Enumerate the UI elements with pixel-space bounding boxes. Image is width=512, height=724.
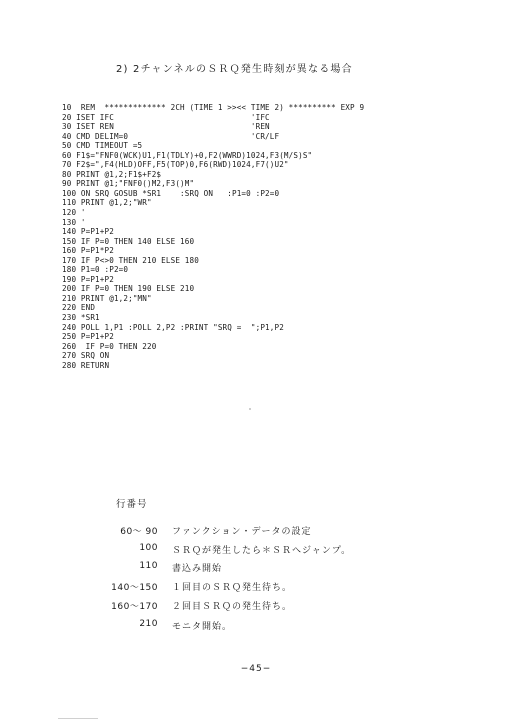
note-description: 書込み開始 bbox=[172, 564, 223, 574]
code-line: 10 REM ************* 2CH (TIME 1 >><< TIME 2) ********** EXP 9 bbox=[62, 103, 365, 112]
note-description: １回目のＳＲＱ発生待ち。 bbox=[172, 583, 293, 593]
code-line: 280 RETURN bbox=[62, 360, 110, 370]
code-line: 150 IF P=0 THEN 140 ELSE 160 bbox=[62, 236, 195, 246]
note-description: ２回目ＳＲＱの発生待ち。 bbox=[172, 602, 293, 612]
basic-program-listing bbox=[62, 103, 482, 370]
note-row bbox=[0, 619, 512, 635]
scan-edge-mark bbox=[58, 718, 98, 719]
note-description: モニタ開始。 bbox=[172, 622, 233, 632]
note-line-number: 160～170 bbox=[111, 602, 158, 612]
code-line: 260 IF P=0 THEN 220 bbox=[62, 341, 157, 351]
note-row bbox=[0, 524, 512, 540]
note-row bbox=[0, 561, 512, 577]
note-line-number: 60～ 90 bbox=[120, 527, 158, 537]
code-line: 160 P=P1*P2 bbox=[62, 246, 114, 256]
code-line: 270 SRQ ON bbox=[62, 351, 110, 361]
code-line: 30 ISET REN 'REN bbox=[62, 122, 270, 132]
code-line: 70 F2$=",F4(HLD)OFF,F5(TOP)0,F6(RWD)1024,F7()U2" bbox=[62, 160, 289, 170]
code-line: 50 CMD TIMEOUT =5 bbox=[62, 141, 143, 151]
code-line: 170 IF P<>0 THEN 210 ELSE 180 bbox=[62, 255, 199, 265]
code-line: 80 PRINT @1,2;F1$+F2$ bbox=[62, 169, 162, 179]
code-line: 110 PRINT @1,2;"WR" bbox=[62, 198, 152, 208]
code-line: 140 P=P1+P2 bbox=[62, 227, 114, 237]
code-line: 60 F1$="FNF0(WCK)U1,F1(TDLY)+0,F2(WWRD)1024,F3(M/S)S" bbox=[62, 150, 313, 160]
code-line: 40 CMD DELIM=0 'CR/LF bbox=[62, 131, 280, 141]
code-line: 180 P1=0 :P2=0 bbox=[62, 265, 129, 275]
note-description: ファンクション・データの設定 bbox=[172, 527, 312, 537]
section-heading: 2) 2チャンネルのＳＲＱ発生時刻が異なる場合 bbox=[116, 64, 353, 75]
notes-title: 行番号 bbox=[116, 499, 148, 510]
code-line: 240 POLL 1,P1 :POLL 2,P2 :PRINT "SRQ = ";P1,P2 bbox=[62, 322, 284, 332]
page-number: −45− bbox=[240, 664, 272, 674]
code-line: 210 PRINT @1,2;"MN" bbox=[62, 293, 152, 303]
scan-speck bbox=[249, 408, 251, 410]
code-line: 230 *SR1 bbox=[62, 313, 100, 323]
note-line-number: 140～150 bbox=[111, 583, 158, 593]
code-line: 120 ' bbox=[62, 208, 86, 218]
code-line: 100 ON SRQ GOSUB *SR1 :SRQ ON :P1=0 :P2=0 bbox=[62, 188, 280, 198]
code-line: 20 ISET IFC 'IFC bbox=[62, 112, 270, 122]
note-line-number: 110 bbox=[139, 561, 158, 571]
note-row bbox=[0, 580, 512, 596]
note-row bbox=[0, 599, 512, 615]
code-line: 90 PRINT @1;"FNF0()M2,F3()M" bbox=[62, 179, 195, 189]
note-line-number: 210 bbox=[139, 619, 158, 629]
code-line: 190 P=P1+P2 bbox=[62, 274, 114, 284]
code-line: 250 P=P1+P2 bbox=[62, 332, 114, 342]
note-row bbox=[0, 543, 512, 559]
code-line: 220 END bbox=[62, 303, 96, 313]
note-line-number: 100 bbox=[139, 543, 158, 553]
code-line: 130 ' bbox=[62, 217, 86, 227]
note-description: ＳＲＱが発生したら＊ＳＲへジャンプ。 bbox=[172, 546, 352, 556]
code-line: 200 IF P=0 THEN 190 ELSE 210 bbox=[62, 284, 195, 294]
